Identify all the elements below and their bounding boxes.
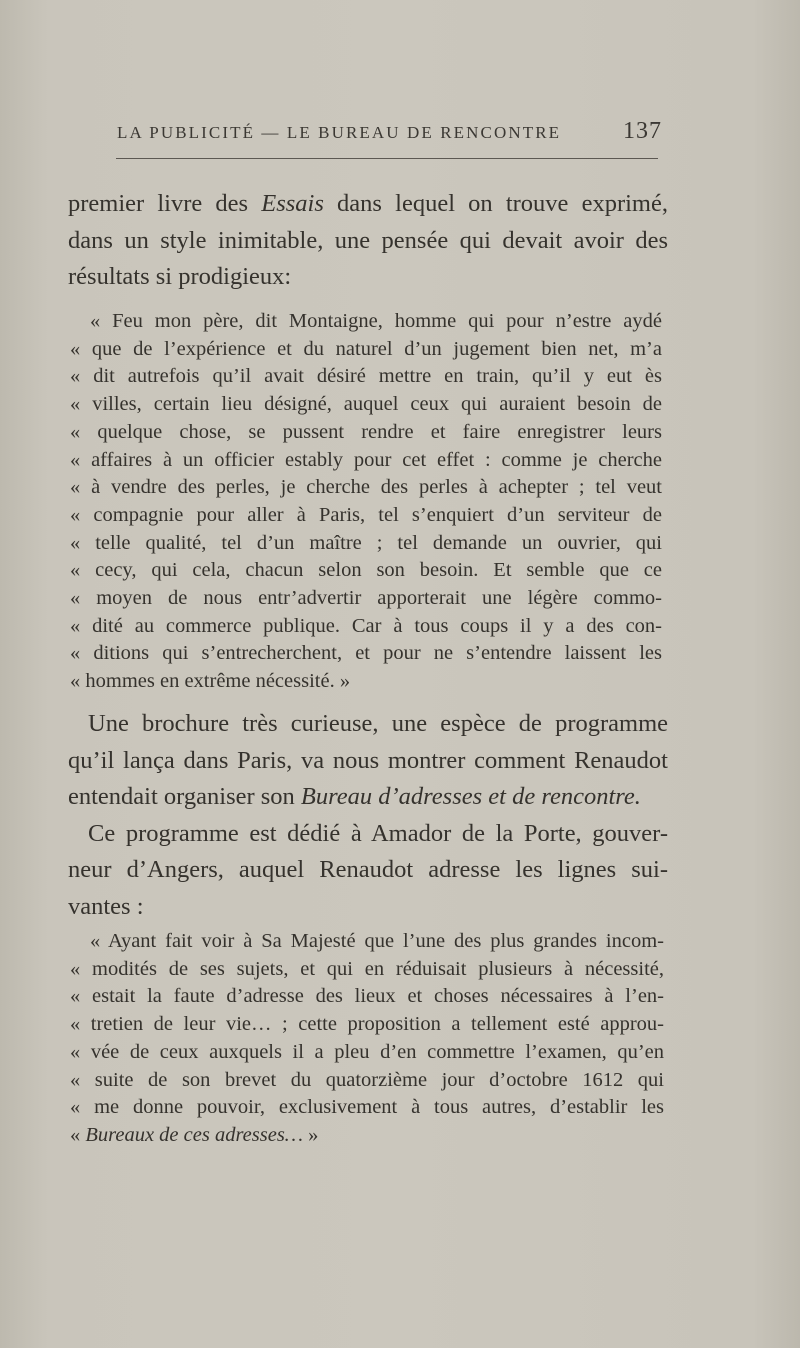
quote-line: « quelque chose, se pussent rendre et faire enregistrer leurs bbox=[70, 420, 662, 443]
quote-line: « tretien de leur vie… ; cette proposition a tellement esté approu- bbox=[70, 1013, 664, 1036]
text-line: entendait organiser son Bureau d’adresses et de rencontre. bbox=[68, 783, 641, 810]
bureaux-title: Bureaux de ces adresses… bbox=[85, 1123, 304, 1146]
quote-line: « compagnie pour aller à Paris, tel s’enquiert d’un serviteur de bbox=[70, 503, 662, 526]
running-title: LA PUBLICITÉ — LE BUREAU DE RENCONTRE bbox=[117, 123, 562, 142]
quote-line: « suite de son brevet du quatorzième jour d’octobre 1612 qui bbox=[70, 1068, 664, 1091]
quote-line: « villes, certain lieu désigné, auquel ceux qui auraient besoin de bbox=[70, 393, 662, 416]
quote-line: « telle qualité, tel d’un maître ; tel demande un ouvrier, qui bbox=[70, 531, 662, 554]
page-number: 137 bbox=[623, 118, 662, 144]
running-header bbox=[117, 118, 662, 145]
quote-montaigne bbox=[70, 308, 662, 696]
paragraph-brochure bbox=[68, 706, 668, 925]
quote-line: « modités de ses sujets, et qui en réduisait plusieurs à nécessité, bbox=[70, 957, 664, 980]
text-line: vantes : bbox=[68, 892, 144, 920]
quote-line: « à vendre des perles, je cherche des perles à achepter ; tel veut bbox=[70, 476, 662, 499]
book-title-essais: Essais bbox=[261, 190, 324, 217]
quote-renaudot bbox=[70, 928, 664, 1150]
quote-line: « Feu mon père, dit Montaigne, homme qui pour n’estre aydé bbox=[90, 310, 662, 332]
text-line: résultats si prodigieux: bbox=[68, 263, 292, 290]
quote-line: « ditions qui s’entrecherchent, et pour ne s’entendre laissent les bbox=[70, 642, 662, 665]
text-line: Ce programme est dédié à Amador de la Porte, gouver- bbox=[88, 819, 668, 847]
quote-line: « dité au commerce publique. Car à tous coups il y a des con- bbox=[70, 614, 662, 637]
text-line: Une brochure très curieuse, une espèce de programme bbox=[88, 710, 668, 737]
quote-line: « cecy, qui cela, chacun selon son besoin. Et semble que ce bbox=[70, 559, 662, 582]
quote-line: « vée de ceux auxquels il a pleu d’en commettre l’examen, qu’en bbox=[70, 1040, 664, 1063]
header-rule bbox=[116, 158, 658, 159]
quote-line: « moyen de nous entr’advertir apporterait une légère commo- bbox=[70, 587, 662, 610]
paragraph-intro bbox=[68, 186, 668, 296]
text-line: dans un style inimitable, une pensée qui devait avoir des bbox=[68, 226, 668, 254]
text-line: neur d’Angers, auquel Renaudot adresse les lignes sui- bbox=[68, 856, 668, 883]
quote-line: « affaires à un officier estably pour cet effet : comme je cherche bbox=[70, 448, 662, 471]
quote-line: « hommes en extrême nécessité. » bbox=[70, 670, 351, 693]
quote-line: « Bureaux de ces adresses… » bbox=[70, 1123, 319, 1146]
bureau-title: Bureau d’adresses et de rencontre. bbox=[300, 783, 641, 810]
quote-line: « estait la faute d’adresse des lieux et choses nécessaires à l’en- bbox=[70, 985, 664, 1008]
text-line: premier livre des Essais dans lequel on trouve exprimé, bbox=[68, 190, 668, 217]
quote-line: « Ayant fait voir à Sa Majesté que l’une des plus grandes incom- bbox=[90, 930, 664, 952]
quote-line: « dit autrefois qu’il avait désiré mettre en train, qu’il y eut ès bbox=[70, 365, 662, 388]
text-line: qu’il lança dans Paris, va nous montrer comment Renaudot bbox=[68, 746, 668, 774]
quote-line: « que de l’expérience et du naturel d’un jugement bien net, m’a bbox=[70, 337, 662, 360]
quote-line: « me donne pouvoir, exclusivement à tous autres, d’establir les bbox=[70, 1096, 664, 1119]
